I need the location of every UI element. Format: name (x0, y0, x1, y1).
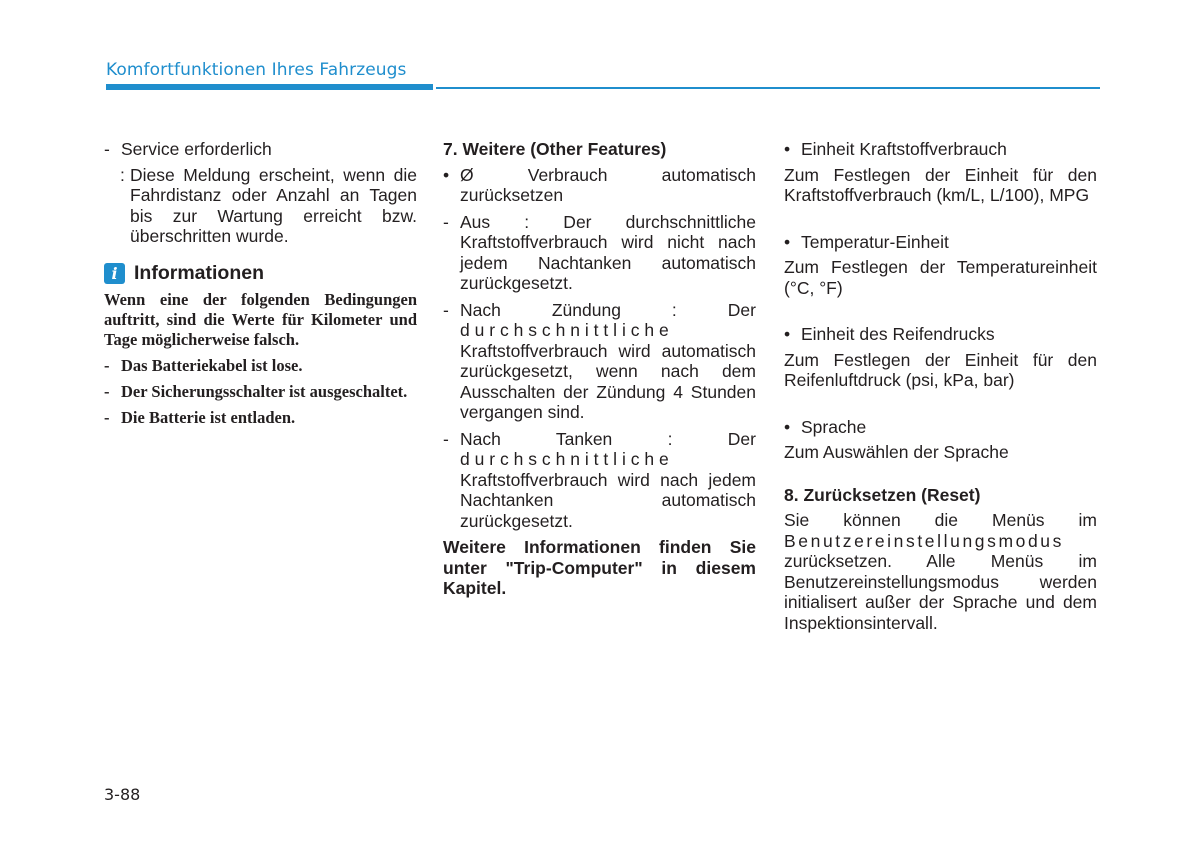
tire-pressure-unit-description: Zum Festlegen der Einheit für den Reifenluftdruck (psi, kPa, bar) (784, 349, 1097, 390)
service-required-label: Service erforderlich (121, 139, 272, 159)
reset-description-line2: Benutzereinstellungsmodus (784, 530, 1064, 551)
info-item-text: Der Sicherungsschalter ist ausgeschaltet. (121, 381, 408, 401)
avg-consumption-reset-label: Ø Verbrauch automatisch zurücksetzen (460, 164, 756, 205)
info-item (104, 356, 417, 376)
bullet-marker: • (443, 164, 450, 185)
option-off-text: Aus : Der durchschnittliche Kraftstoffverbrauch wird nicht nach jedem Nachtanken automatisch zurückgesetzt. (460, 211, 756, 293)
option-after-refuel-line2: durchschnittliche (460, 449, 674, 469)
info-item (104, 382, 417, 402)
list-item (784, 324, 1097, 345)
bullet-marker: • (784, 324, 791, 344)
option-after-refuel-line1: Nach Tanken : Der (460, 428, 756, 449)
list-item (443, 429, 756, 532)
bullet-marker: • (784, 231, 791, 252)
fuel-unit-title: Einheit Kraftstoffverbrauch (801, 139, 1007, 159)
info-box-header (104, 263, 417, 284)
reset-description-line1: Sie können die Menüs im (784, 510, 1097, 530)
reset-description (784, 510, 1097, 633)
section-heading-reset: 8. Zurücksetzen (Reset) (784, 484, 981, 505)
header-rule-thick (106, 84, 433, 90)
option-after-refuel-rest: Kraftstoffverbrauch wird nach jedem Nachtanken automatisch zurückgesetzt. (460, 469, 756, 531)
tire-pressure-unit-title: Einheit des Reifendrucks (801, 324, 995, 344)
info-intro: Wenn eine der folgenden Bedingungen auftritt, sind die Werte für Kilometer und Tage möglicherweise falsch. (104, 289, 417, 349)
info-item (104, 408, 417, 428)
list-item (784, 417, 1097, 438)
option-after-ignition-line1: Nach Zündung : Der (460, 299, 756, 320)
option-after-ignition-rest: Kraftstoffverbrauch wird automatisch zurückgesetzt, wenn nach dem Ausschalten der Zündung 4 Stunden vergangen sind. (460, 340, 756, 422)
section-heading-other-features: 7. Weitere (Other Features) (443, 139, 667, 159)
header-title: Komfortfunktionen Ihres Fahrzeugs (106, 60, 407, 80)
option-after-refuel (460, 429, 756, 532)
dash-marker: - (443, 211, 449, 232)
list-item (784, 232, 1097, 253)
dash-marker: - (104, 139, 110, 159)
column-left (104, 139, 417, 428)
dash-marker: - (104, 381, 110, 401)
bullet-marker: • (784, 416, 791, 437)
list-item (443, 165, 756, 206)
trip-computer-note: Weitere Informationen finden Sie unter "Trip-Computer" in diesem Kapitel. (443, 537, 756, 598)
reset-description-rest: zurücksetzen. Alle Menüs im Benutzereinstellungsmodus werden initialisert außer der Sprache und dem Inspektionsintervall. (784, 551, 1097, 633)
language-description: Zum Auswählen der Sprache (784, 442, 1009, 462)
fuel-unit-description: Zum Festlegen der Einheit für den Kraftstoffverbrauch (km/L, L/100), MPG (784, 164, 1097, 205)
temperature-unit-description: Zum Festlegen der Temperatureinheit (°C, °F) (784, 257, 1097, 298)
service-required-description: Diese Meldung erscheint, wenn die Fahrdistanz oder Anzahl an Tagen bis zur Wartung erreicht bzw. überschritten wurde. (130, 164, 417, 246)
bullet-marker: • (784, 139, 791, 159)
language-title: Sprache (801, 416, 867, 437)
list-item (443, 212, 756, 294)
info-item-text: Das Batteriekabel ist lose. (121, 355, 303, 375)
temperature-unit-title: Temperatur-Einheit (801, 231, 949, 252)
option-after-ignition-line2: durchschnittliche (460, 320, 674, 340)
page-number: 3-88 (104, 785, 141, 804)
info-title: Informationen (134, 261, 264, 284)
column-middle (443, 139, 756, 599)
column-right (784, 139, 1097, 633)
list-item-detail (104, 165, 417, 247)
list-item (104, 139, 417, 160)
header-rule-thin (436, 87, 1100, 89)
list-item (784, 139, 1097, 160)
info-icon: i (104, 263, 125, 284)
info-item-text: Die Batterie ist entladen. (121, 407, 296, 427)
dash-marker: - (443, 299, 449, 320)
dash-marker: - (443, 428, 449, 449)
colon-marker: : (120, 164, 125, 185)
option-after-ignition (460, 300, 756, 423)
list-item (443, 300, 756, 423)
dash-marker: - (104, 355, 110, 375)
dash-marker: - (104, 407, 110, 427)
